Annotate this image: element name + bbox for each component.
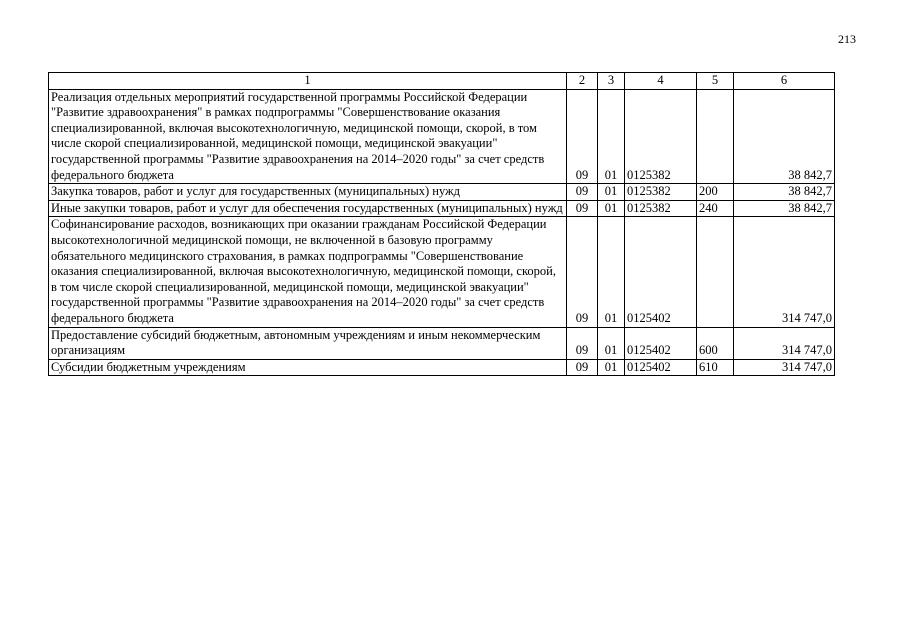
column-header-4: 4: [625, 73, 697, 90]
row-amount: 38 842,7: [734, 200, 835, 217]
row-amount: 314 747,0: [734, 327, 835, 359]
row-section-code: 09: [567, 359, 598, 376]
row-section-code: 09: [567, 217, 598, 327]
row-expense-type: [697, 89, 734, 184]
page-number: 213: [838, 32, 856, 46]
row-section-code: 09: [567, 327, 598, 359]
row-subsection-code: 01: [598, 359, 625, 376]
row-target-article: 0125402: [625, 217, 697, 327]
column-header-5: 5: [697, 73, 734, 90]
row-amount: 314 747,0: [734, 217, 835, 327]
row-section-code: 09: [567, 89, 598, 184]
row-description: Субсидии бюджетным учреждениям: [49, 359, 567, 376]
row-expense-type: 240: [697, 200, 734, 217]
table-row: [49, 184, 835, 201]
row-target-article: 0125382: [625, 200, 697, 217]
row-target-article: 0125382: [625, 184, 697, 201]
table-row: [49, 217, 835, 327]
table-row: [49, 327, 835, 359]
row-subsection-code: 01: [598, 217, 625, 327]
row-amount: 314 747,0: [734, 359, 835, 376]
column-header-6: 6: [734, 73, 835, 90]
budget-table: [48, 72, 835, 376]
row-amount: 38 842,7: [734, 89, 835, 184]
column-header-1: 1: [49, 73, 567, 90]
row-subsection-code: 01: [598, 89, 625, 184]
table-header-row: [49, 73, 835, 90]
row-description: Иные закупки товаров, работ и услуг для обеспечения государственных (муниципальных) нужд: [49, 200, 567, 217]
row-subsection-code: 01: [598, 327, 625, 359]
row-expense-type: [697, 217, 734, 327]
row-target-article: 0125382: [625, 89, 697, 184]
column-header-2: 2: [567, 73, 598, 90]
row-target-article: 0125402: [625, 359, 697, 376]
row-section-code: 09: [567, 184, 598, 201]
column-header-3: 3: [598, 73, 625, 90]
row-description: Реализация отдельных мероприятий государственной программы Российской Федерации "Развитие здравоохранения" в рамках подпрограммы "Совершенствование оказания специализированной, включая высокотехнологичную, медицинской помощи, скорой, в том числе скорой специализированной, медицинской помощи, медицинской эвакуации" государственной программы "Развитие здравоохранения на 2014–2020 годы" за счет средств федерального бюджета: [49, 89, 567, 184]
row-expense-type: 200: [697, 184, 734, 201]
row-amount: 38 842,7: [734, 184, 835, 201]
row-target-article: 0125402: [625, 327, 697, 359]
row-expense-type: 600: [697, 327, 734, 359]
row-subsection-code: 01: [598, 200, 625, 217]
row-description: Предоставление субсидий бюджетным, автономным учреждениям и иным некоммерческим организациям: [49, 327, 567, 359]
row-subsection-code: 01: [598, 184, 625, 201]
row-description: Закупка товаров, работ и услуг для государственных (муниципальных) нужд: [49, 184, 567, 201]
table-row: [49, 200, 835, 217]
row-description: Софинансирование расходов, возникающих при оказании гражданам Российской Федерации высокотехнологичной медицинской помощи, не включенной в базовую программу обязательного медицинского страхования, в рамках подпрограммы "Совершенствование оказания специализированной, включая высокотехнологичную, медицинской помощи, скорой, в том числе скорой специализированной, медицинской помощи, медицинской эвакуации" государственной программы "Развитие здравоохранения на 2014–2020 годы" за счет средств федерального бюджета: [49, 217, 567, 327]
row-section-code: 09: [567, 200, 598, 217]
row-expense-type: 610: [697, 359, 734, 376]
table-row: [49, 359, 835, 376]
table-row: [49, 89, 835, 184]
